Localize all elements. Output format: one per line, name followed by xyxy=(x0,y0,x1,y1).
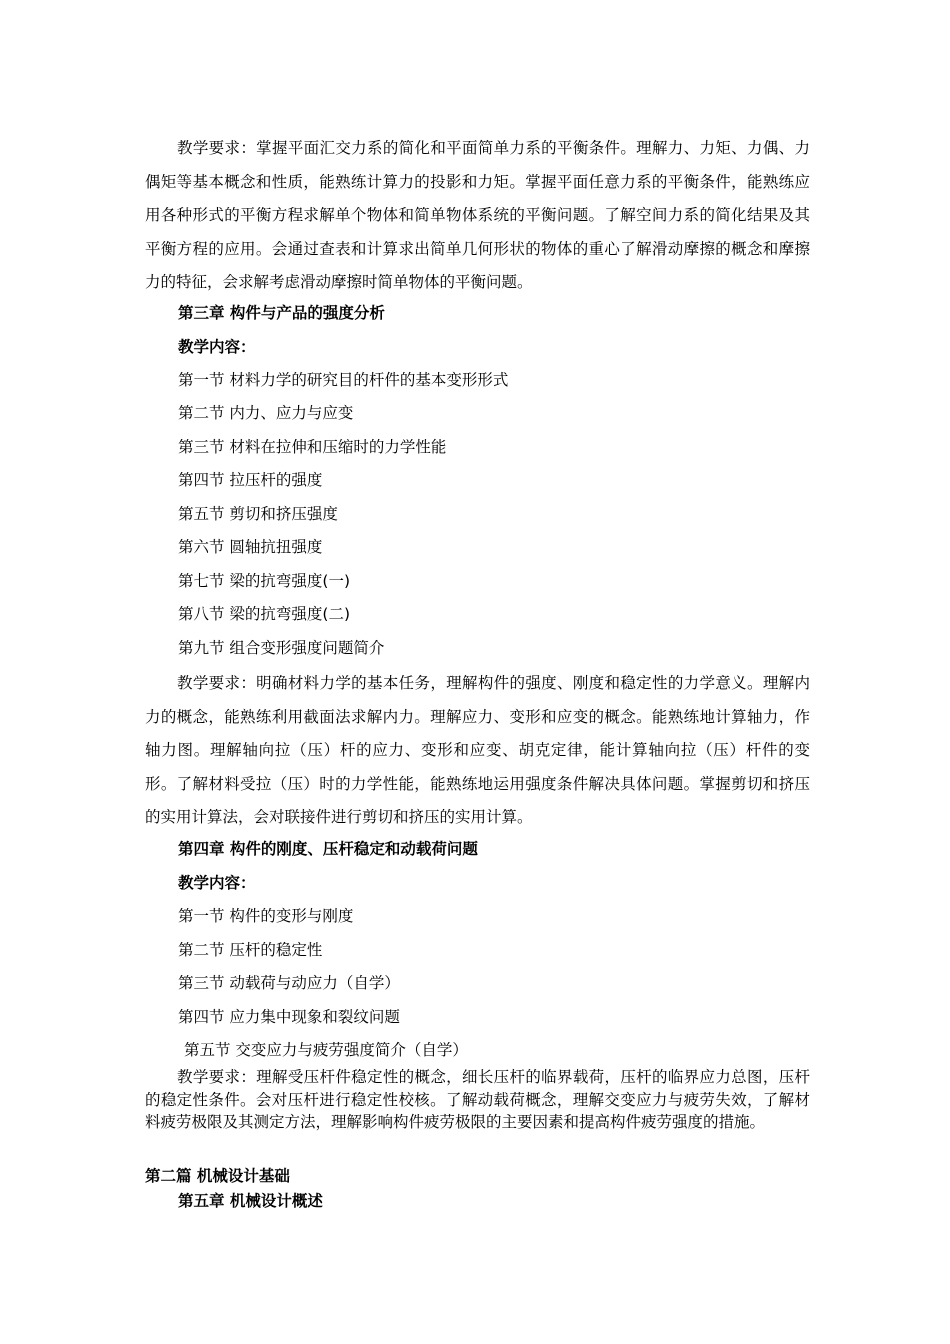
chapter3-section-3: 第三节 材料在拉伸和压缩时的力学性能 xyxy=(178,438,447,456)
chapter4-requirements: 教学要求：理解受压杆件稳定性的概念，细长压杆的临界载荷，压杆的临界应力总图，压杆的稳定性条件。会对压杆进行稳定性校核。了解动载荷概念，理解交变应力与疲劳失效，了解材料疲劳极限及其测定方法，理解影响构件疲劳极限的主要因素和提高构件疲劳强度的措施。 xyxy=(145,1068,810,1131)
chapter3-section-1: 第一节 材料力学的研究目的杆件的基本变形形式 xyxy=(178,371,509,389)
chapter3-requirements: 教学要求：明确材料力学的基本任务，理解构件的强度、刚度和稳定性的力学意义。理解内力的概念，能熟练利用截面法求解内力。理解应力、变形和应变的概念。能熟练地计算轴力，作轴力图。理解轴向拉（压）杆的应力、变形和应变、胡克定律，能计算轴向拉（压）杆件的变形。了解材料受拉（压）时的力学性能，能熟练地运用强度条件解决具体问题。掌握剪切和挤压的实用计算法，会对联接件进行剪切和挤压的实用计算。 xyxy=(145,674,810,826)
chapter4-title: 第四章 构件的刚度、压杆稳定和动载荷问题 xyxy=(178,840,478,858)
chapter3-title: 第三章 构件与产品的强度分析 xyxy=(178,304,385,322)
chapter3-section-4: 第四节 拉压杆的强度 xyxy=(178,471,323,489)
chapter4-section-5: 第五节 交变应力与疲劳强度简介（自学） xyxy=(184,1041,468,1059)
chapter3-section-7: 第七节 梁的抗弯强度(一) xyxy=(178,572,351,590)
chapter3-section-9: 第九节 组合变形强度问题简介 xyxy=(178,639,385,657)
chapter4-section-2: 第二节 压杆的稳定性 xyxy=(178,941,323,959)
chapter3-section-5: 第五节 剪切和挤压强度 xyxy=(178,505,338,523)
chapter5-title: 第五章 机械设计概述 xyxy=(178,1192,323,1210)
chapter3-section-2: 第二节 内力、应力与应变 xyxy=(178,404,354,422)
section1-requirements: 教学要求：掌握平面汇交力系的简化和平面简单力系的平衡条件。理解力、力矩、力偶、力偶矩等基本概念和性质，能熟练计算力的投影和力矩。掌握平面任意力系的平衡条件，能熟练应用各种形式的平衡方程求解单个物体和简单物体系统的平衡问题。了解空间力系的简化结果及其平衡方程的应用。会通过查表和计算求出简单几何形状的物体的重心了解滑动摩擦的概念和摩擦力的特征，会求解考虑滑动摩擦时简单物体的平衡问题。 xyxy=(145,139,810,291)
part2-title: 第二篇 机械设计基础 xyxy=(145,1167,290,1185)
chapter4-section-1: 第一节 构件的变形与刚度 xyxy=(178,907,354,925)
chapter3-section-6: 第六节 圆轴抗扭强度 xyxy=(178,538,323,556)
chapter4-section-3: 第三节 动载荷与动应力（自学） xyxy=(178,974,400,992)
chapter3-section-8: 第八节 梁的抗弯强度(二) xyxy=(178,605,351,623)
chapter3-content-label: 教学内容： xyxy=(178,338,256,356)
chapter4-content-label: 教学内容： xyxy=(178,874,256,892)
chapter4-section-4: 第四节 应力集中现象和裂纹问题 xyxy=(178,1008,400,1026)
